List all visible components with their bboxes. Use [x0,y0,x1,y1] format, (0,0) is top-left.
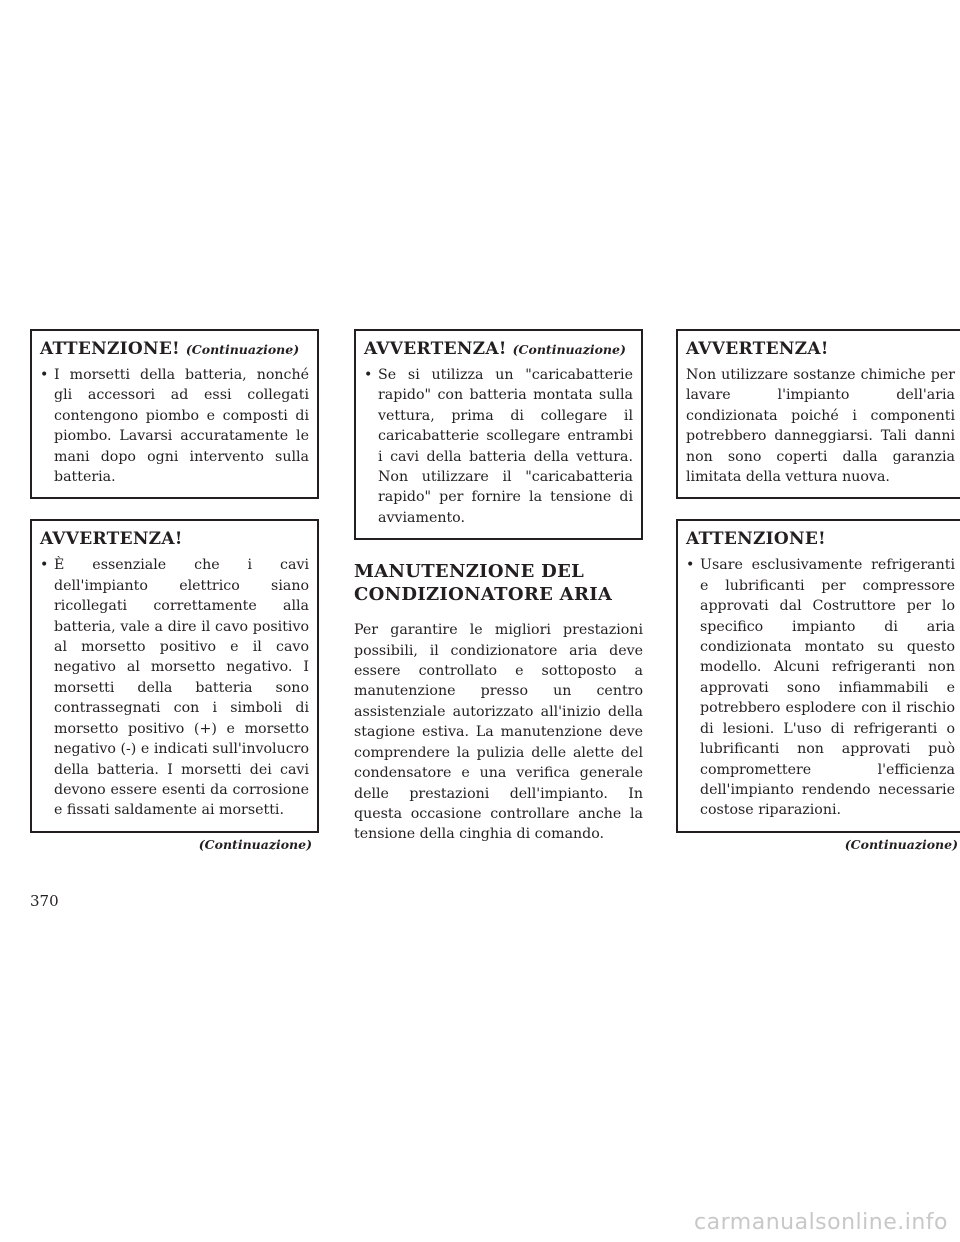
box-title-text: ATTENZIONE! [40,339,180,359]
warning-box-battery-lead [30,329,319,499]
continued-label: (Continuazione) [185,342,300,357]
caution-box-chemicals [676,329,960,499]
watermark: carmanualsonline.info [694,1210,948,1235]
caution-box-cable-connection [30,519,319,832]
bullet-icon: • [686,557,695,574]
section-body-text: Per garantire le migliori prestazioni possibili, il condizionatore aria deve essere controllato e sottoposto a manutenzione presso un centro assistenziale autorizzato all'inizio della stagione estiva. La manutenzione deve comprendere la pulizia delle alette del condensatore e una verifica generale delle prestazioni dell'impianto. In questa occasione controllare anche la tensione della cinghia di comando. [354,622,643,843]
bullet-item [364,365,633,528]
continued-footer: (Continuazione) [198,836,312,852]
bullet-text: Se si utilizza un "caricabatterie rapido" con batteria montata sulla vettura, prima di collegare il caricabatterie scollegare entrambi i cavi della batteria della vettura. Non utilizzare il "caricabatteria rapido" per fornire la tensione di avviamento. [378,367,633,526]
right-column [676,329,960,852]
section-heading [354,560,642,606]
bullet-icon: • [40,557,49,574]
bullet-icon: • [40,367,49,383]
warning-box-refrigerants [676,519,960,832]
page-number: 370 [30,892,59,910]
box-title: ATTENZIONE! [686,529,826,550]
bullet-text: Usare esclusivamente refrigeranti e lubrificanti per compressore approvati dal Costruttore per lo specifico impianto di aria condizionata montato su questo modello. Alcuni refrigeranti non approvati sono infiammabili e potrebbero esplodere con il rischio di lesioni. L'uso di refrigeranti o lubrificanti non approvati può compromettere l'efficienza dell'impianto rendendo necessarie costose riparazioni. [700,557,955,819]
continued-footer: (Continuazione) [844,836,958,852]
box-title [40,339,309,359]
bullet-item [40,555,309,820]
bullet-text: I morsetti della batteria, nonché gli accessori ad essi collegati contengono piombo e composti di piombo. Lavarsi accuratamente le mani dopo ogni intervento sulla batteria. [54,367,309,486]
middle-column [354,329,642,845]
bullet-text: È essenziale che i cavi dell'impianto elettrico siano ricollegati correttamente alla batteria, vale a dire il cavo positivo al morsetto positivo e il cavo negativo al morsetto negativo. I morsetti della batteria sono contrassegnati con i simboli di morsetto positivo (+) e morsetto negativo (-) e indicati sull'involucro della batteria. I morsetti dei cavi devono essere esenti da corrosione e fissati saldamente ai morsetti. [54,557,309,819]
box-title-text: AVVERTENZA! [364,339,507,359]
section-heading-line: CONDIZIONATORE ARIA [354,584,613,606]
section-heading-line: MANUTENZIONE DEL [354,561,585,583]
caution-box-fast-charger [354,329,643,540]
bullet-icon: • [364,367,373,383]
box-text: Non utilizzare sostanze chimiche per lavare l'impianto dell'aria condizionata poiché i componenti potrebbero danneggiarsi. Tali danni non sono coperti dalla garanzia limitata della vettura nuova. [686,367,955,486]
bullet-item [40,365,309,487]
box-title: AVVERTENZA! [40,529,183,550]
bullet-item [686,555,955,820]
box-title [364,339,633,359]
continued-label: (Continuazione) [512,342,626,357]
box-title: AVVERTENZA! [686,339,829,359]
left-column [30,329,318,852]
